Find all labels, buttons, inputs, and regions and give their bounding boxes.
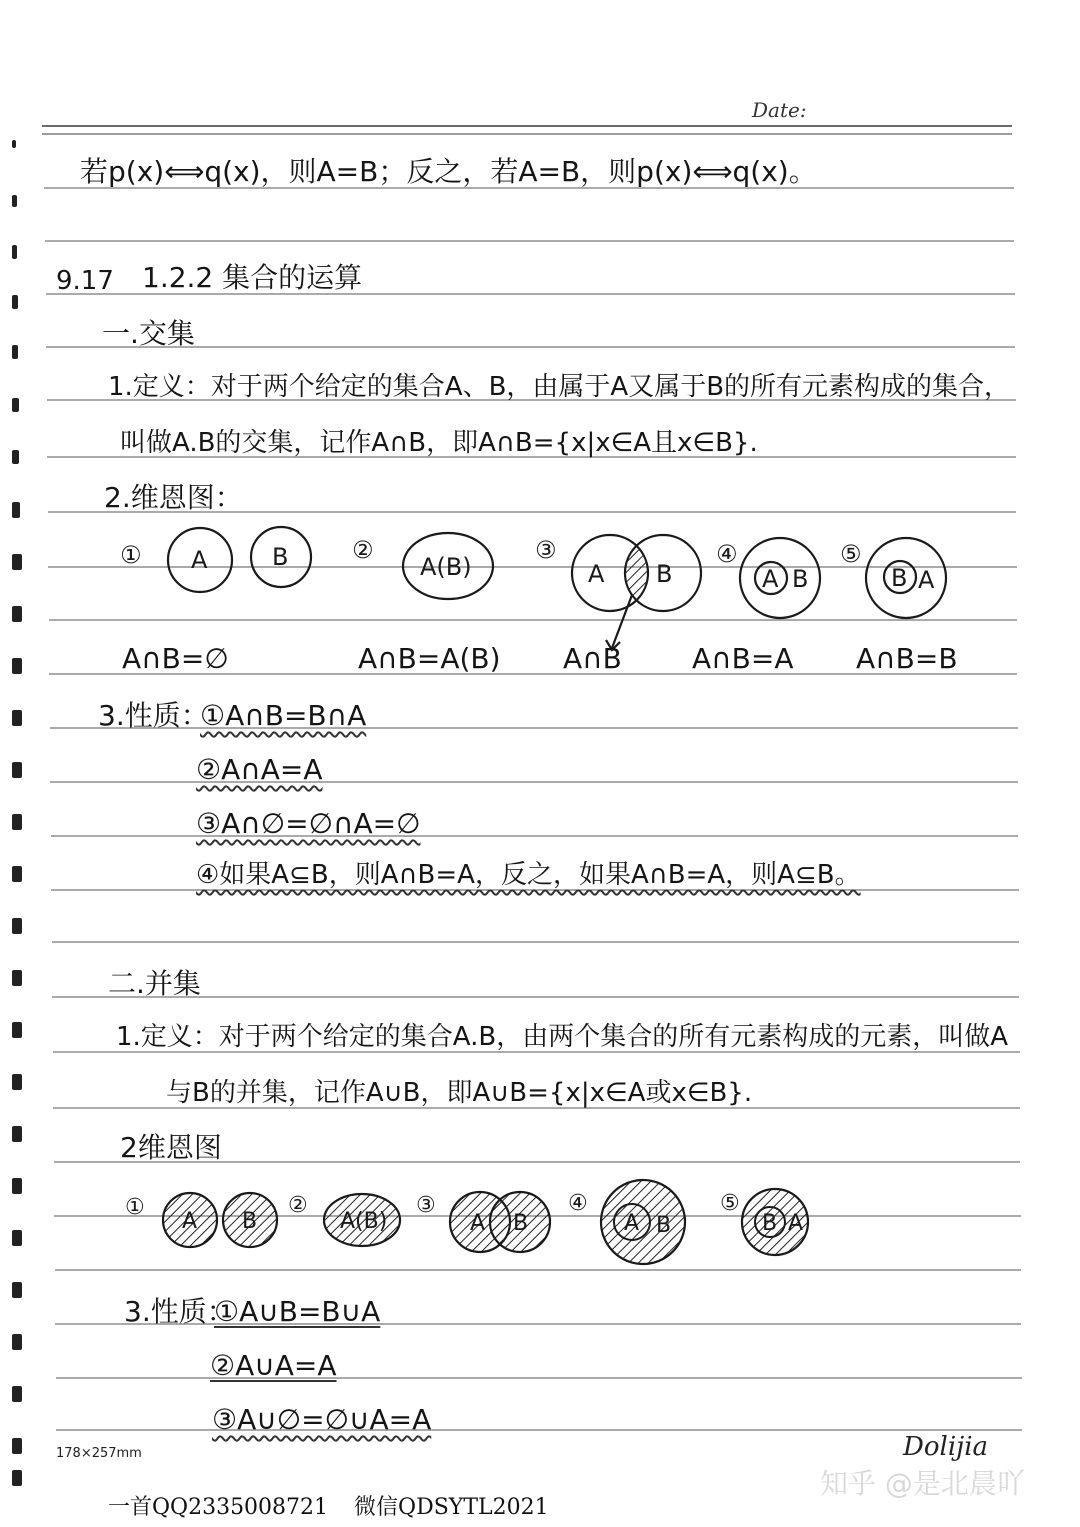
venn2-marker: ② — [352, 536, 374, 564]
union-venn5-marker: ⑤ — [720, 1191, 740, 1216]
union-venn2-label: A(B) — [340, 1209, 388, 1234]
venn1-label-b: B — [272, 543, 289, 571]
venn1-result: A∩B=∅ — [122, 642, 229, 675]
union-definition-line1: 1.定义：对于两个给定的集合A.B，由两个集合的所有元素构成的元素，叫做A — [116, 1022, 1009, 1052]
intersection-properties-heading: 3.性质： — [98, 699, 209, 732]
venn4-marker: ④ — [716, 540, 738, 568]
venn4-result: A∩B=A — [692, 642, 794, 675]
venn3-result: A∩B — [563, 642, 622, 675]
venn5-result: A∩B=B — [856, 642, 958, 675]
union-property-1: ①A∪B=B∪A — [214, 1295, 381, 1328]
union-venn3-label-a: A — [470, 1211, 486, 1236]
venn3-label-a: A — [588, 560, 605, 588]
union-property-2: ②A∪A=A — [210, 1349, 337, 1382]
venn4-label-outer: B — [792, 565, 809, 593]
venn5-marker: ⑤ — [840, 540, 862, 568]
intersection-definition-line1: 1.定义：对于两个给定的集合A、B，由属于A又属于B的所有元素构成的集合， — [108, 372, 1011, 402]
paper-size-label: 178×257mm — [56, 1446, 142, 1461]
watermark: 知乎 @是北晨吖 — [820, 1467, 1025, 1500]
union-venn3-label-b: B — [513, 1211, 529, 1236]
union-venn4-marker: ④ — [568, 1191, 588, 1216]
venn3-label-b: B — [656, 560, 673, 588]
union-definition-line2: 与B的并集，记作A∪B，即A∪B={x|x∈A或x∈B}. — [166, 1078, 753, 1108]
union-venn3-marker: ③ — [416, 1193, 436, 1218]
venn5-label-outer: A — [918, 566, 935, 594]
union-venn2-marker: ② — [288, 1193, 308, 1218]
equivalence-statement: 若p(x)⟺q(x)，则A=B；反之，若A=B，则p(x)⟺q(x)。 — [80, 155, 817, 188]
venn4-label-inner: A — [762, 565, 779, 593]
union-venn1-marker: ① — [125, 1195, 145, 1220]
venn5-label-inner: B — [891, 564, 908, 592]
date-written: 9.17 — [56, 266, 114, 296]
union-venn-heading: 2维恩图 — [120, 1131, 222, 1164]
intersection-venn-heading: 2.维恩图： — [104, 481, 243, 514]
union-property-3: ③A∪∅=∅∪A=A — [212, 1403, 432, 1436]
contact-info — [108, 1490, 549, 1521]
contact-qq: 一首QQ2335008721 — [108, 1495, 329, 1520]
union-properties-heading: 3.性质： — [124, 1295, 235, 1328]
union-venn4-label-inner: A — [624, 1211, 640, 1236]
intersection-property-1: ①A∩B=B∩A — [200, 699, 367, 732]
union-venn5-label-outer: A — [788, 1211, 804, 1236]
contact-wechat: 微信QDSYTL2021 — [354, 1495, 549, 1520]
intersection-heading: 一.交集 — [102, 317, 195, 350]
date-label: Date: — [752, 98, 807, 122]
venn2-label: A(B) — [420, 553, 472, 581]
section-title: 1.2.2 集合的运算 — [142, 261, 363, 294]
union-venn1-label-b: B — [242, 1209, 258, 1234]
intersection-property-3: ③A∩∅=∅∩A=∅ — [196, 807, 421, 840]
brand-logo-text: Dolijia — [903, 1432, 989, 1462]
union-venn1-label-a: A — [182, 1209, 198, 1234]
intersection-property-4: ④如果A⊆B，则A∩B=A，反之，如果A∩B=A，则A⊆B。 — [196, 860, 861, 890]
venn3-marker: ③ — [535, 536, 557, 564]
venn1-marker: ① — [120, 541, 142, 569]
intersection-definition-line2: 叫做A.B的交集，记作A∩B，即A∩B={x|x∈A且x∈B}. — [120, 428, 758, 458]
intersection-property-2: ②A∩A=A — [196, 753, 323, 786]
venn2-result: A∩B=A(B) — [358, 642, 501, 675]
union-venn4-label-outer: B — [656, 1213, 672, 1238]
union-venn5-label-inner: B — [762, 1211, 778, 1236]
venn1-label-a: A — [191, 546, 208, 574]
union-heading: 二.并集 — [108, 967, 201, 1000]
